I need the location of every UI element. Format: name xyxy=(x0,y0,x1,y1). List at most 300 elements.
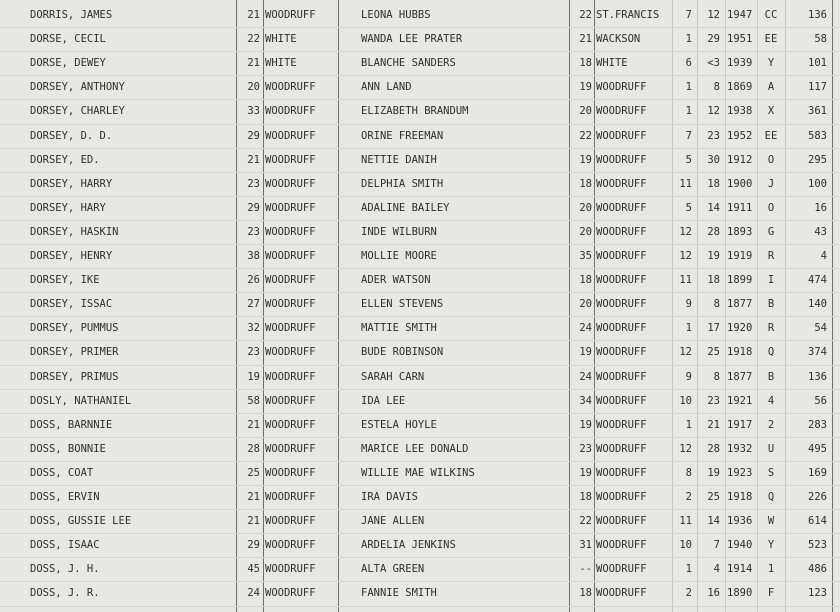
marriage-day: 25 xyxy=(707,346,720,359)
row-rule xyxy=(0,606,840,607)
marriage-month: 2 xyxy=(685,491,692,503)
marriage-day: 17 xyxy=(707,322,720,335)
groom-name: DOSLY, NATHANIEL xyxy=(30,394,132,407)
groom-age: 29 xyxy=(247,129,260,142)
bride-age: -- xyxy=(579,563,592,576)
groom-residence: WHITE xyxy=(265,57,297,70)
bride-name: IRA DAVIS xyxy=(361,491,418,503)
marriage-year: 1938 xyxy=(727,105,753,118)
marriage-month: 12 xyxy=(679,442,692,455)
table-row xyxy=(0,27,840,51)
record-page: 16 xyxy=(814,201,827,214)
table-row xyxy=(0,581,840,605)
marriage-day: 28 xyxy=(707,442,720,455)
bride-age: 22 xyxy=(579,9,592,21)
bride-residence: WOODRUFF xyxy=(596,81,647,94)
record-page: 54 xyxy=(814,322,827,335)
record-book: R xyxy=(767,322,775,335)
table-row xyxy=(0,268,840,292)
bride-name: BLANCHE SANDERS xyxy=(361,57,456,70)
groom-age: 21 xyxy=(247,57,260,70)
bride-age: 18 xyxy=(579,587,592,600)
groom-age: 38 xyxy=(247,250,260,262)
groom-age: 29 xyxy=(247,539,260,552)
bride-name: FANNIE SMITH xyxy=(361,587,437,600)
bride-residence: WOODRUFF xyxy=(596,587,647,600)
groom-name: DORSEY, ED. xyxy=(30,153,100,166)
marriage-year: 1952 xyxy=(727,129,753,142)
table-row xyxy=(0,389,840,413)
bride-age: 20 xyxy=(579,201,592,214)
bride-name: INDE WILBURN xyxy=(361,225,437,238)
marriage-day: 18 xyxy=(707,274,720,287)
marriage-month: 1 xyxy=(685,105,692,118)
bride-name: BUDE ROBINSON xyxy=(361,346,444,359)
bride-name: ADER WATSON xyxy=(361,274,431,287)
marriage-month: 12 xyxy=(679,250,692,262)
bride-name: ANN LAND xyxy=(361,81,412,94)
bride-residence: WOODRUFF xyxy=(596,177,647,190)
groom-age: 21 xyxy=(247,418,260,431)
groom-age: 33 xyxy=(247,105,260,118)
bride-residence: WOODRUFF xyxy=(596,394,647,407)
groom-name: DORSEY, HENRY xyxy=(30,250,113,262)
marriage-day: <3 xyxy=(707,57,720,70)
marriage-day: 23 xyxy=(707,129,720,142)
table-row xyxy=(0,316,840,340)
record-page: 100 xyxy=(808,177,827,190)
marriage-day: 23 xyxy=(707,394,720,407)
marriage-month: 1 xyxy=(685,81,692,94)
bride-residence: WOODRUFF xyxy=(596,539,647,552)
groom-name: DOSS, J. H. xyxy=(30,563,100,576)
bride-age: 24 xyxy=(579,370,592,383)
bride-residence: WOODRUFF xyxy=(596,129,647,142)
marriage-year: 1877 xyxy=(727,298,753,311)
table-row xyxy=(0,292,840,316)
bride-name: IDA LEE xyxy=(361,394,406,407)
record-book: EE xyxy=(764,33,778,46)
bride-name: MARICE LEE DONALD xyxy=(361,442,469,455)
record-book: O xyxy=(767,153,775,166)
groom-residence: WOODRUFF xyxy=(265,177,316,190)
groom-name: DORSEY, CHARLEY xyxy=(30,105,125,118)
marriage-year: 1899 xyxy=(727,274,753,287)
groom-name: DOSS, ERVIN xyxy=(30,491,100,503)
groom-name: DORSEY, PRIMER xyxy=(30,346,119,359)
marriage-month: 10 xyxy=(679,394,692,407)
record-page: 43 xyxy=(814,225,827,238)
record-book: CC xyxy=(764,9,778,21)
bride-name: ALTA GREEN xyxy=(361,563,425,576)
bride-age: 18 xyxy=(579,491,592,503)
groom-name: DORSEY, D. D. xyxy=(30,129,113,142)
bride-residence: ST.FRANCIS xyxy=(596,9,660,21)
groom-name: DORSEY, HARRY xyxy=(30,177,113,190)
record-page: 374 xyxy=(808,346,827,359)
record-page: 140 xyxy=(808,298,827,311)
marriage-year: 1917 xyxy=(727,418,753,431)
marriage-day: 14 xyxy=(707,201,720,214)
marriage-year: 1940 xyxy=(727,539,753,552)
bride-age: 19 xyxy=(579,466,592,479)
bride-residence: WOODRUFF xyxy=(596,274,647,287)
bride-age: 20 xyxy=(579,225,592,238)
groom-age: 32 xyxy=(247,322,260,335)
groom-name: DORSEY, HASKIN xyxy=(30,225,119,238)
groom-residence: WOODRUFF xyxy=(265,81,316,94)
bride-residence: WOODRUFF xyxy=(596,250,647,262)
groom-residence: WOODRUFF xyxy=(265,225,316,238)
record-page: 486 xyxy=(808,563,827,576)
table-row xyxy=(0,509,840,533)
record-book: EE xyxy=(764,129,778,142)
groom-age: 25 xyxy=(247,466,260,479)
groom-age: 28 xyxy=(247,442,260,455)
groom-age: 45 xyxy=(247,563,260,576)
table-row xyxy=(0,485,840,509)
marriage-month: 5 xyxy=(685,201,692,214)
marriage-month: 11 xyxy=(679,515,692,528)
bride-age: 19 xyxy=(579,418,592,431)
marriage-month: 9 xyxy=(685,370,692,383)
groom-residence: WOODRUFF xyxy=(265,491,316,503)
bride-age: 20 xyxy=(579,105,592,118)
bride-residence: WOODRUFF xyxy=(596,442,647,455)
record-book: G xyxy=(767,225,775,238)
bride-age: 18 xyxy=(579,177,592,190)
marriage-day: 21 xyxy=(707,418,720,431)
marriage-day: 4 xyxy=(713,563,720,576)
groom-name: DOSS, COAT xyxy=(30,466,94,479)
bride-name: MATTIE SMITH xyxy=(361,322,437,335)
table-row xyxy=(0,461,840,485)
marriage-year: 1947 xyxy=(727,9,753,21)
groom-residence: WOODRUFF xyxy=(265,466,316,479)
marriage-year: 1914 xyxy=(727,563,753,576)
marriage-day: 8 xyxy=(713,81,720,94)
bride-age: 31 xyxy=(579,539,592,552)
groom-residence: WOODRUFF xyxy=(265,105,316,118)
bride-residence: WOODRUFF xyxy=(596,370,647,383)
marriage-year: 1936 xyxy=(727,515,753,528)
groom-name: DORSEY, ISSAC xyxy=(30,298,113,311)
marriage-year: 1877 xyxy=(727,370,753,383)
groom-name: DOSS, ISAAC xyxy=(30,539,100,552)
bride-age: 22 xyxy=(579,515,592,528)
marriage-day: 12 xyxy=(707,105,720,118)
record-book: J xyxy=(767,177,775,190)
record-page: 58 xyxy=(814,33,827,46)
bride-name: ORINE FREEMAN xyxy=(361,129,444,142)
record-page: 4 xyxy=(820,250,827,262)
record-page: 614 xyxy=(808,515,827,528)
groom-residence: WOODRUFF xyxy=(265,322,316,335)
bride-age: 20 xyxy=(579,298,592,311)
groom-name: DORSE, CECIL xyxy=(30,33,106,46)
marriage-year: 1923 xyxy=(727,466,753,479)
groom-age: 27 xyxy=(247,298,260,311)
marriage-day: 14 xyxy=(707,515,720,528)
marriage-year: 1918 xyxy=(727,346,753,359)
record-page: 56 xyxy=(814,394,827,407)
record-page: 283 xyxy=(808,418,827,431)
marriage-month: 6 xyxy=(685,57,692,70)
marriage-month: 9 xyxy=(685,298,692,311)
marriage-day: 12 xyxy=(707,9,720,21)
record-book: Y xyxy=(767,57,775,70)
groom-age: 21 xyxy=(247,491,260,503)
record-book: S xyxy=(767,466,775,479)
record-book: A xyxy=(767,81,775,94)
bride-residence: WOODRUFF xyxy=(596,153,647,166)
groom-age: 29 xyxy=(247,201,260,214)
bride-age: 34 xyxy=(579,394,592,407)
table-row xyxy=(0,437,840,461)
marriage-month: 11 xyxy=(679,177,692,190)
groom-name: DOSS, BARNNIE xyxy=(30,418,113,431)
marriage-year: 1932 xyxy=(727,442,753,455)
marriage-year: 1921 xyxy=(727,394,753,407)
table-row xyxy=(0,196,840,220)
groom-name: DORSEY, ANTHONY xyxy=(30,81,125,94)
table-row xyxy=(0,413,840,437)
bride-name: NETTIE DANIH xyxy=(361,153,437,166)
marriage-day: 28 xyxy=(707,225,720,238)
marriage-year: 1951 xyxy=(727,33,753,46)
groom-age: 23 xyxy=(247,346,260,359)
marriage-year: 1911 xyxy=(727,201,753,214)
bride-age: 18 xyxy=(579,274,592,287)
record-book: U xyxy=(767,442,775,455)
groom-residence: WOODRUFF xyxy=(265,9,316,21)
bride-residence: WACKSON xyxy=(596,33,641,46)
record-page: 295 xyxy=(808,153,827,166)
groom-residence: WOODRUFF xyxy=(265,563,316,576)
bride-age: 19 xyxy=(579,153,592,166)
bride-age: 24 xyxy=(579,322,592,335)
table-row xyxy=(0,51,840,75)
bride-name: MOLLIE MOORE xyxy=(361,250,437,262)
record-book: 2 xyxy=(767,418,775,431)
marriage-year: 1939 xyxy=(727,57,753,70)
groom-age: 20 xyxy=(247,81,260,94)
record-book: 1 xyxy=(767,563,775,576)
record-book: Y xyxy=(767,539,775,552)
groom-age: 23 xyxy=(247,225,260,238)
groom-age: 23 xyxy=(247,177,260,190)
bride-residence: WOODRUFF xyxy=(596,322,647,335)
bride-residence: WOODRUFF xyxy=(596,346,647,359)
bride-name: ELIZABETH BRANDUM xyxy=(361,105,469,118)
groom-name: DOSS, BONNIE xyxy=(30,442,106,455)
marriage-month: 1 xyxy=(685,418,692,431)
bride-name: JANE ALLEN xyxy=(361,515,425,528)
groom-residence: WOODRUFF xyxy=(265,298,316,311)
marriage-month: 12 xyxy=(679,225,692,238)
bride-residence: WOODRUFF xyxy=(596,225,647,238)
record-book: 4 xyxy=(767,394,775,407)
bride-residence: WOODRUFF xyxy=(596,418,647,431)
marriage-day: 19 xyxy=(707,466,720,479)
groom-name: DORSE, DEWEY xyxy=(30,57,106,70)
groom-residence: WOODRUFF xyxy=(265,394,316,407)
marriage-year: 1912 xyxy=(727,153,753,166)
groom-residence: WOODRUFF xyxy=(265,587,316,600)
marriage-month: 5 xyxy=(685,153,692,166)
record-book: R xyxy=(767,250,775,262)
groom-age: 24 xyxy=(247,587,260,600)
record-book: Q xyxy=(767,346,775,359)
marriage-month: 1 xyxy=(685,563,692,576)
groom-name: DOSS, J. R. xyxy=(30,587,100,600)
groom-residence: WOODRUFF xyxy=(265,129,316,142)
record-page: 136 xyxy=(808,9,827,21)
marriage-year: 1900 xyxy=(727,177,753,190)
bride-name: DELPHIA SMITH xyxy=(361,177,444,190)
record-page: 226 xyxy=(808,491,827,503)
bride-name: WANDA LEE PRATER xyxy=(361,33,463,46)
groom-name: DORRIS, JAMES xyxy=(30,9,113,21)
bride-name: ELLEN STEVENS xyxy=(361,298,444,311)
groom-age: 21 xyxy=(247,153,260,166)
record-page: 361 xyxy=(808,105,827,118)
marriage-day: 7 xyxy=(713,539,720,552)
bride-age: 21 xyxy=(579,33,592,46)
marriage-day: 25 xyxy=(707,491,720,503)
bride-name: LEONA HUBBS xyxy=(361,9,431,21)
groom-residence: WOODRUFF xyxy=(265,201,316,214)
marriage-month: 1 xyxy=(685,33,692,46)
table-row xyxy=(0,244,840,268)
bride-residence: WOODRUFF xyxy=(596,298,647,311)
bride-name: ESTELA HOYLE xyxy=(361,418,437,431)
groom-age: 22 xyxy=(247,33,260,46)
table-row xyxy=(0,340,840,364)
table-row xyxy=(0,172,840,196)
record-page: 523 xyxy=(808,539,827,552)
record-book: X xyxy=(767,105,775,118)
groom-residence: WHITE xyxy=(265,33,297,46)
bride-residence: WOODRUFF xyxy=(596,466,647,479)
marriage-day: 8 xyxy=(713,298,720,311)
table-row xyxy=(0,75,840,99)
bride-residence: WHITE xyxy=(596,57,628,70)
marriage-month: 8 xyxy=(685,466,692,479)
record-book: B xyxy=(767,370,775,383)
bride-residence: WOODRUFF xyxy=(596,515,647,528)
table-row xyxy=(0,99,840,123)
groom-age: 21 xyxy=(247,9,260,21)
table-row xyxy=(0,533,840,557)
bride-name: ARDELIA JENKINS xyxy=(361,539,456,552)
groom-name: DOSS, GUSSIE LEE xyxy=(30,515,132,528)
marriage-month: 1 xyxy=(685,322,692,335)
groom-name: DORSEY, HARY xyxy=(30,201,106,214)
marriage-day: 19 xyxy=(707,250,720,262)
marriage-day: 8 xyxy=(713,370,720,383)
record-page: 169 xyxy=(808,466,827,479)
groom-age: 26 xyxy=(247,274,260,287)
groom-residence: WOODRUFF xyxy=(265,250,316,262)
marriage-month: 2 xyxy=(685,587,692,600)
record-page: 117 xyxy=(808,81,827,94)
groom-residence: WOODRUFF xyxy=(265,515,316,528)
groom-age: 21 xyxy=(247,515,260,528)
record-book: F xyxy=(767,587,775,600)
marriage-day: 29 xyxy=(707,33,720,46)
marriage-year: 1893 xyxy=(727,225,753,238)
marriage-month: 10 xyxy=(679,539,692,552)
bride-age: 35 xyxy=(579,250,592,262)
marriage-month: 11 xyxy=(679,274,692,287)
groom-name: DORSEY, IKE xyxy=(30,274,100,287)
bride-name: ADALINE BAILEY xyxy=(361,201,450,214)
record-book: W xyxy=(767,515,775,528)
record-book: O xyxy=(767,201,775,214)
marriage-year: 1890 xyxy=(727,587,753,600)
groom-name: DORSEY, PUMMUS xyxy=(30,322,119,335)
bride-residence: WOODRUFF xyxy=(596,563,647,576)
bride-age: 19 xyxy=(579,81,592,94)
bride-residence: WOODRUFF xyxy=(596,105,647,118)
bride-age: 18 xyxy=(579,57,592,70)
groom-residence: WOODRUFF xyxy=(265,153,316,166)
bride-residence: WOODRUFF xyxy=(596,491,647,503)
marriage-month: 7 xyxy=(685,129,692,142)
marriage-year: 1919 xyxy=(727,250,753,262)
record-page: 474 xyxy=(808,274,827,287)
record-page: 101 xyxy=(808,57,827,70)
groom-residence: WOODRUFF xyxy=(265,370,316,383)
groom-residence: WOODRUFF xyxy=(265,418,316,431)
marriage-day: 30 xyxy=(707,153,720,166)
marriage-month: 7 xyxy=(685,9,692,21)
record-page: 495 xyxy=(808,442,827,455)
table-row xyxy=(0,3,840,27)
record-page: 123 xyxy=(808,587,827,600)
marriage-day: 18 xyxy=(707,177,720,190)
groom-residence: WOODRUFF xyxy=(265,539,316,552)
marriage-month: 12 xyxy=(679,346,692,359)
record-page: 136 xyxy=(808,370,827,383)
table-row xyxy=(0,124,840,148)
groom-residence: WOODRUFF xyxy=(265,346,316,359)
groom-residence: WOODRUFF xyxy=(265,274,316,287)
groom-name: DORSEY, PRIMUS xyxy=(30,370,119,383)
bride-age: 23 xyxy=(579,442,592,455)
groom-age: 19 xyxy=(247,370,260,383)
record-page: 583 xyxy=(808,129,827,142)
bride-age: 19 xyxy=(579,346,592,359)
table-row xyxy=(0,365,840,389)
bride-age: 22 xyxy=(579,129,592,142)
marriage-year: 1869 xyxy=(727,81,753,94)
table-row xyxy=(0,557,840,581)
record-book: B xyxy=(767,298,775,311)
record-book: I xyxy=(767,274,775,287)
bride-residence: WOODRUFF xyxy=(596,201,647,214)
groom-residence: WOODRUFF xyxy=(265,442,316,455)
table-row xyxy=(0,220,840,244)
bride-name: SARAH CARN xyxy=(361,370,425,383)
table-row xyxy=(0,148,840,172)
marriage-year: 1920 xyxy=(727,322,753,335)
groom-age: 58 xyxy=(247,394,260,407)
marriage-day: 16 xyxy=(707,587,720,600)
marriage-year: 1918 xyxy=(727,491,753,503)
bride-name: WILLIE MAE WILKINS xyxy=(361,466,475,479)
